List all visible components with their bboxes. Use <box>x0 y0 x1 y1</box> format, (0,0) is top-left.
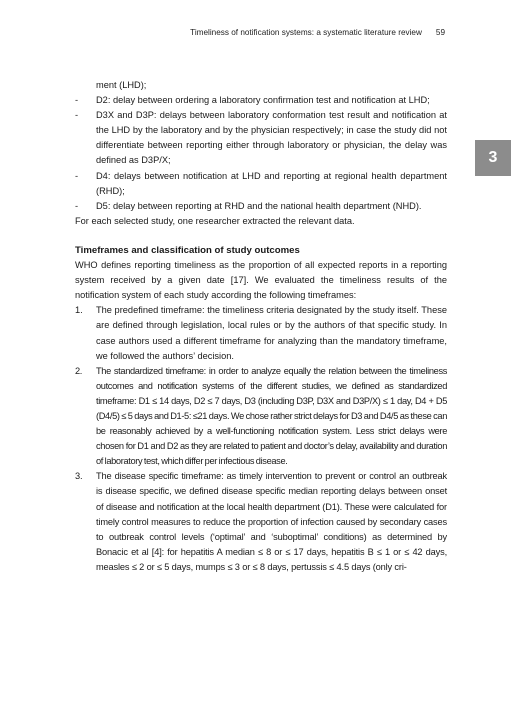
bullet: - <box>75 170 79 181</box>
bullet: - <box>75 110 79 121</box>
list-item-text: D2: delay between ordering a laboratory confirmation test and notification at LHD; <box>96 95 430 106</box>
closing-sentence: For each selected study, one researcher extracted the relevant data. <box>75 215 355 226</box>
item-number: 2. <box>75 365 83 376</box>
list-item <box>75 169 447 199</box>
list-item-text: D5: delay between reporting at RHD and the national health department (NHD). <box>96 200 422 211</box>
numbered-item <box>75 469 447 575</box>
item-number: 1. <box>75 305 83 316</box>
list-item <box>75 93 447 108</box>
section-heading: Timeframes and classification of study outcomes <box>75 244 300 256</box>
section-intro: WHO defines reporting timeliness as the proportion of all expected reports in a reporting system received by a given date [17]. We evaluated the timeliness results of the notification system of each study according the following timeframes: <box>75 260 447 301</box>
list-item <box>75 199 447 214</box>
list-item <box>75 108 447 168</box>
body-text <box>75 78 447 575</box>
numbered-item <box>75 364 447 470</box>
running-title: Timeliness of notification systems: a systematic literature review <box>190 28 422 37</box>
item-number: 3. <box>75 471 83 482</box>
numbered-item <box>75 303 447 363</box>
list-item-text: D4: delays between notification at LHD and reporting at regional health department (RHD); <box>96 170 447 196</box>
bullet: - <box>75 200 79 211</box>
numbered-item-text: The disease specific timeframe: as timely intervention to prevent or control an outbreak is disease specific, we defined disease specific median reporting delays between onset of disease and notification at the local health department (D1). These were calculated for timely control measures to reduce the proportion of infection caused by secondary cases to outbreak control levels (‘optimal’ and ‘suboptimal’ conditions) as determined by Bonacic et al [4]: for hepatitis A median ≤ 8 or ≤ 17 days, hepatitis B ≤ 1 or ≤ 42 days, measles ≤ 2 or ≤ 5 days, mumps ≤ 3 or ≤ 8 days, pertussis ≤ 4.5 days (only cri- <box>96 471 447 572</box>
numbered-item-text: The standardized timeframe: in order to analyze equally the relation between the timeliness outcomes and notification systems of the different studies, we defined as standardized timeframe: D1 ≤ 14 days, D2 ≤ 7 days, D3 (including D3P, D3X and D3P/X) ≤ 1 day, D4 + D5 (D4/5) ≤ 5 days and D1-5: ≤21 days. We chose rather strict delays for D3 and D4/5 as these can be reasonably achieved by a well-functioning notification system. Less strict delays were chosen for D1 and D2 as they are related to patient and doctor’s delay, availability and duration of laboratory test, which differ per infectious disease. <box>96 365 447 467</box>
continued-line: ment (LHD); <box>96 80 147 90</box>
running-header <box>190 28 445 37</box>
list-item-text: D3X and D3P: delays between laboratory conformation test result and notification at the LHD by the laboratory and by the physician respectively; in case the study did not differentiate between reporting either through laboratory or physician, the delay was defined as D3P/X; <box>96 110 447 166</box>
numbered-item-text: The predefined timeframe: the timeliness criteria designated by the study itself. These are defined through legislation, local rules or by the authors of that specific study. In case authors used a different timeframe for analyzing than the mandatory timeframe, we followed the authors’ decision. <box>96 305 447 361</box>
bullet: - <box>75 95 79 106</box>
page-number: 59 <box>435 28 445 37</box>
chapter-tab: 3 <box>475 140 511 176</box>
